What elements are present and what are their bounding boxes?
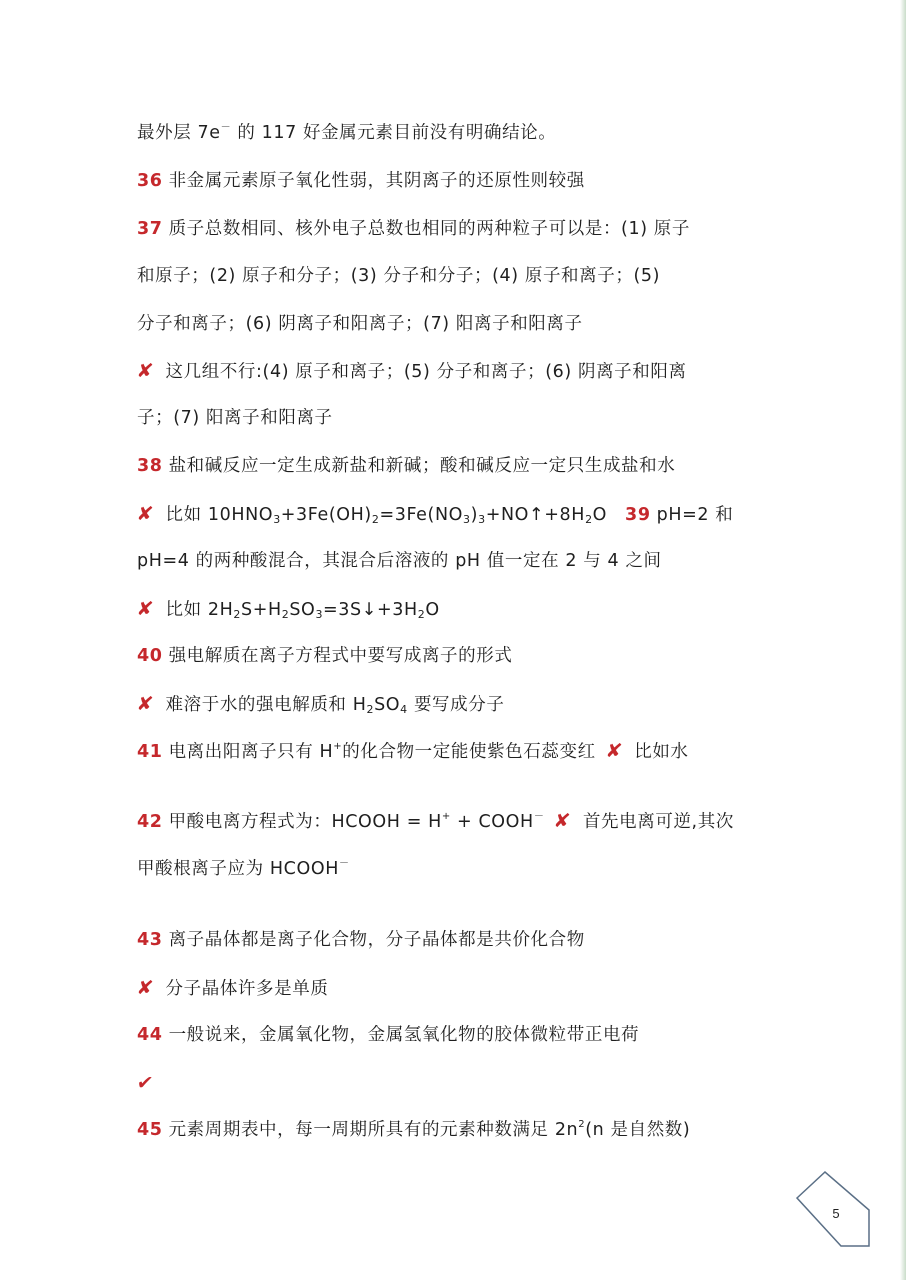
wrong-note: ✘ 比如 $2H_2S+H_2SO_3=3S↓+3H_2O$ xyxy=(135,598,440,621)
text-line: 子；(7) 阳离子和阳离子 xyxy=(137,408,333,428)
item-43: 43 离子晶体都是离子化合物，分子晶体都是共价化合物 xyxy=(137,930,585,950)
check-icon: ✔ xyxy=(135,1072,156,1094)
text-line: 最外层 7e－ 的 117 好金属元素目前没有明确结论。 xyxy=(137,122,557,143)
item-40: 40 强电解质在离子方程式中要写成离子的形式 xyxy=(137,646,513,666)
text-line: pH=4 的两种酸混合，其混合后溶液的 pH 值一定在 2 与 4 之间 xyxy=(137,551,662,571)
wrong-note: ✘ 这几组不行:(4) 原子和离子；(5) 分子和离子；(6) 阴离子和阳离 xyxy=(135,360,687,382)
item-36: 36 非金属元素原子氧化性弱，其阴离子的还原性则较强 xyxy=(137,171,585,191)
item-41: 41 电离出阳离子只有 H+的化合物一定能使紫色石蕊变红 ✘ 比如水 xyxy=(137,740,689,762)
item-number: 39 xyxy=(625,505,651,525)
wrong-note: ✘ 分子晶体许多是单质 xyxy=(135,977,329,999)
page-number: 5 xyxy=(832,1206,840,1221)
item-number: 38 xyxy=(137,456,163,476)
item-number: 40 xyxy=(137,646,163,666)
wrong-note: ✘ 比如 $10HNO_3+3Fe(OH)_2=3Fe(NO_3)_3+NO↑+8H_2O$ 39 pH=2 和 xyxy=(135,503,734,526)
text-line: 分子和离子；(6) 阴离子和阳离子；(7) 阳离子和阳离子 xyxy=(137,314,583,334)
correct-note xyxy=(137,1071,166,1096)
cross-icon: ✘ xyxy=(135,503,156,525)
item-number: 36 xyxy=(137,171,163,191)
item-37: 37 质子总数相同、核外电子总数也相同的两种粒子可以是：(1) 原子 xyxy=(137,219,691,239)
text-line: 和原子；(2) 原子和分子；(3) 分子和分子；(4) 原子和离子；(5) xyxy=(137,266,661,286)
cross-icon: ✘ xyxy=(552,810,573,832)
item-number: 37 xyxy=(137,219,163,239)
wrong-note: ✘ 难溶于水的强电解质和 $H_2SO_4$ 要写成分子 xyxy=(135,693,505,716)
item-number: 41 xyxy=(137,742,163,762)
item-45: 45 元素周期表中，每一周期所具有的元素种数满足 $2n^2(n$ 是自然数) xyxy=(137,1119,691,1140)
cross-icon: ✘ xyxy=(135,598,156,620)
cross-icon: ✘ xyxy=(604,740,624,762)
cross-icon: ✘ xyxy=(135,360,156,382)
cross-icon: ✘ xyxy=(135,977,156,999)
text-line: 甲酸根离子应为 HCOOH－ xyxy=(137,858,350,879)
cross-icon: ✘ xyxy=(135,693,156,715)
item-number: 44 xyxy=(137,1025,163,1045)
item-number: 43 xyxy=(137,930,163,950)
page-edge xyxy=(900,0,906,1280)
item-number: 45 xyxy=(137,1120,163,1140)
item-42: 42 甲酸电离方程式为：HCOOH = H+ + COOH－ ✘ 首先电离可逆,其次 xyxy=(137,810,734,832)
item-38: 38 盐和碱反应一定生成新盐和新碱；酸和碱反应一定只生成盐和水 xyxy=(137,456,676,476)
item-number: 42 xyxy=(137,812,163,832)
item-44: 44 一般说来，金属氧化物，金属氢氧化物的胶体微粒带正电荷 xyxy=(137,1025,640,1045)
